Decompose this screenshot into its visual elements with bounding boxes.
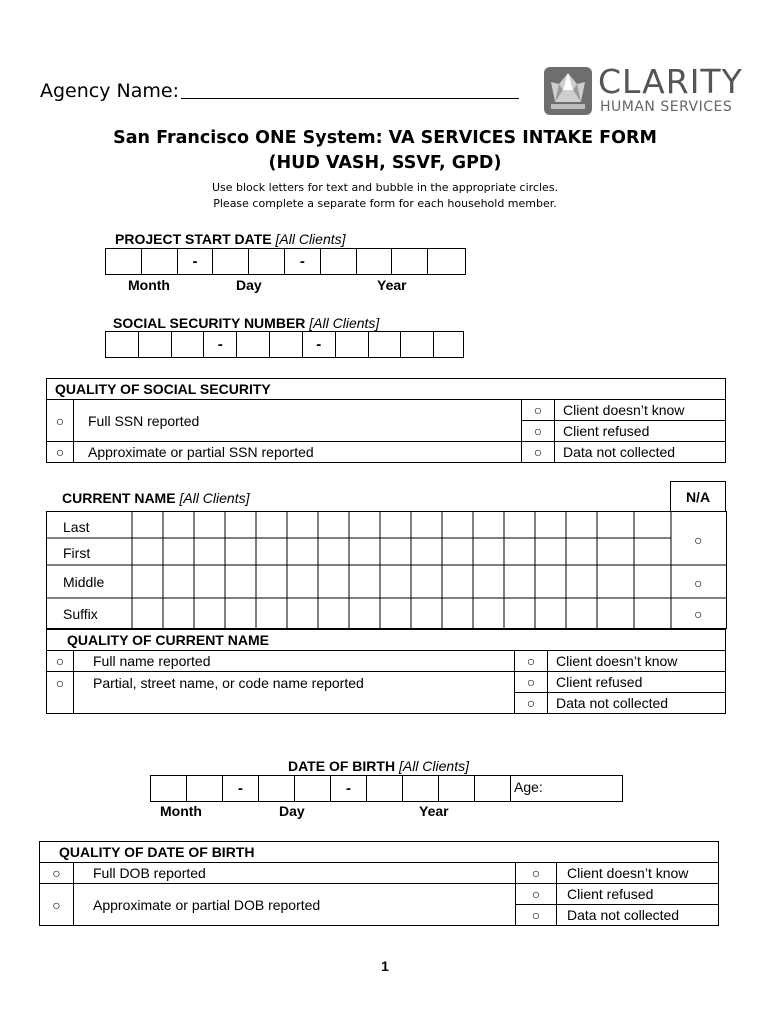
- name-option-not-collected: Data not collected: [548, 693, 726, 714]
- name-first-label: First: [63, 545, 91, 561]
- name-last-label: Last: [63, 519, 90, 535]
- dob-quality-table: [39, 841, 719, 926]
- radio-bubble[interactable]: ○: [40, 884, 74, 926]
- dob-option-doesnt-know: Client doesn’t know: [557, 863, 719, 884]
- na-header: N/A: [670, 481, 726, 512]
- current-name-label: CURRENT NAME [All Clients]: [62, 490, 250, 506]
- name-suffix-label: Suffix: [63, 606, 98, 622]
- dob-year-caption: Year: [419, 803, 449, 819]
- dob-digit-box[interactable]: [295, 776, 331, 801]
- logo-wordmark: CLARITY: [598, 62, 743, 101]
- na-bubble-middle[interactable]: ○: [694, 575, 703, 591]
- radio-bubble[interactable]: ○: [515, 693, 548, 714]
- date-digit-box[interactable]: [249, 249, 285, 274]
- dob-digit-box[interactable]: [403, 776, 439, 801]
- ssn-digit-box[interactable]: [336, 332, 369, 357]
- radio-bubble[interactable]: ○: [47, 672, 74, 714]
- ssn-digit-box[interactable]: [270, 332, 303, 357]
- dob-separator: -: [331, 776, 367, 801]
- ssn-option-doesnt-know: Client doesn’t know: [555, 400, 726, 421]
- name-option-doesnt-know: Client doesn’t know: [548, 651, 726, 672]
- radio-bubble[interactable]: ○: [47, 400, 74, 442]
- instruction-line-2: Please complete a separate form for each household member.: [213, 197, 557, 210]
- name-option-full: Full name reported: [74, 651, 515, 672]
- instruction-line-1: Use block letters for text and bubble in the appropriate circles.: [211, 181, 559, 194]
- ssn-option-refused: Client refused: [555, 421, 726, 442]
- ssn-digit-box[interactable]: [106, 332, 139, 357]
- agency-name-field[interactable]: [181, 81, 519, 99]
- name-option-partial: Partial, street name, or code name reported: [74, 672, 515, 714]
- radio-bubble[interactable]: ○: [47, 651, 74, 672]
- radio-bubble[interactable]: ○: [522, 442, 555, 463]
- radio-bubble[interactable]: ○: [515, 672, 548, 693]
- agency-name-row: [40, 80, 519, 102]
- ssn-digit-box[interactable]: [434, 332, 463, 357]
- date-digit-box[interactable]: [392, 249, 428, 274]
- dob-digit-box[interactable]: [475, 776, 511, 801]
- dob-option-refused: Client refused: [557, 884, 719, 905]
- ssn-separator: -: [303, 332, 336, 357]
- radio-bubble[interactable]: ○: [516, 905, 557, 926]
- ssn-quality-header: QUALITY OF SOCIAL SECURITY: [47, 379, 726, 400]
- date-digit-box[interactable]: [428, 249, 465, 274]
- ssn-label: SOCIAL SECURITY NUMBER [All Clients]: [113, 315, 380, 331]
- date-digit-box[interactable]: [142, 249, 178, 274]
- clarity-logo: [543, 62, 743, 118]
- ssn-boxes[interactable]: [105, 331, 464, 358]
- date-digit-box[interactable]: [106, 249, 142, 274]
- radio-bubble[interactable]: ○: [522, 421, 555, 442]
- radio-bubble[interactable]: ○: [40, 863, 74, 884]
- dob-option-full: Full DOB reported: [74, 863, 516, 884]
- dob-day-caption: Day: [279, 803, 305, 819]
- ssn-quality-table: [46, 378, 726, 463]
- na-bubble-first-last[interactable]: ○: [694, 532, 703, 548]
- year-caption: Year: [377, 277, 407, 293]
- radio-bubble[interactable]: ○: [516, 884, 557, 905]
- ssn-digit-box[interactable]: [401, 332, 434, 357]
- form-subtitle: (HUD VASH, SSVF, GPD): [268, 153, 502, 173]
- logo-subtitle: HUMAN SERVICES: [600, 99, 733, 115]
- dob-digit-box[interactable]: [439, 776, 475, 801]
- day-caption: Day: [236, 277, 262, 293]
- ssn-digit-box[interactable]: [172, 332, 205, 357]
- radio-bubble[interactable]: ○: [47, 442, 74, 463]
- ssn-digit-box[interactable]: [369, 332, 402, 357]
- date-digit-box[interactable]: [321, 249, 357, 274]
- ssn-digit-box[interactable]: [139, 332, 172, 357]
- dob-separator: -: [223, 776, 259, 801]
- dob-digit-box[interactable]: [187, 776, 223, 801]
- radio-bubble[interactable]: ○: [515, 651, 548, 672]
- dob-digit-box[interactable]: [259, 776, 295, 801]
- dob-option-partial: Approximate or partial DOB reported: [74, 884, 516, 926]
- dob-option-not-collected: Data not collected: [557, 905, 719, 926]
- current-name-grid[interactable]: [46, 511, 727, 629]
- ssn-option-full: Full SSN reported: [74, 400, 522, 442]
- agency-name-label: Agency Name:: [40, 80, 179, 102]
- crystal-logo-icon: [543, 66, 593, 116]
- form-title: San Francisco ONE System: VA SERVICES INTAKE FORM: [113, 128, 657, 148]
- name-quality-header: QUALITY OF CURRENT NAME: [47, 630, 726, 651]
- radio-bubble[interactable]: ○: [516, 863, 557, 884]
- dob-label: DATE OF BIRTH [All Clients]: [288, 758, 469, 774]
- age-label: Age:: [514, 779, 543, 795]
- dob-quality-header: QUALITY OF DATE OF BIRTH: [40, 842, 719, 863]
- na-bubble-suffix[interactable]: ○: [694, 606, 703, 622]
- dob-month-caption: Month: [160, 803, 202, 819]
- month-caption: Month: [128, 277, 170, 293]
- dob-digit-box[interactable]: [151, 776, 187, 801]
- page-number: 1: [381, 958, 389, 974]
- radio-bubble[interactable]: ○: [522, 400, 555, 421]
- date-digit-box[interactable]: [357, 249, 393, 274]
- dob-boxes[interactable]: [150, 775, 623, 802]
- project-start-date-boxes[interactable]: [105, 248, 466, 275]
- ssn-separator: -: [204, 332, 237, 357]
- project-start-date-label: PROJECT START DATE [All Clients]: [115, 231, 346, 247]
- name-quality-table: [46, 629, 726, 714]
- ssn-option-partial: Approximate or partial SSN reported: [74, 442, 522, 463]
- name-option-refused: Client refused: [548, 672, 726, 693]
- date-separator: -: [178, 249, 214, 274]
- name-middle-label: Middle: [63, 574, 105, 590]
- date-separator: -: [285, 249, 321, 274]
- date-digit-box[interactable]: [213, 249, 249, 274]
- age-field[interactable]: [511, 776, 622, 801]
- ssn-digit-box[interactable]: [237, 332, 270, 357]
- dob-digit-box[interactable]: [367, 776, 403, 801]
- ssn-option-not-collected: Data not collected: [555, 442, 726, 463]
